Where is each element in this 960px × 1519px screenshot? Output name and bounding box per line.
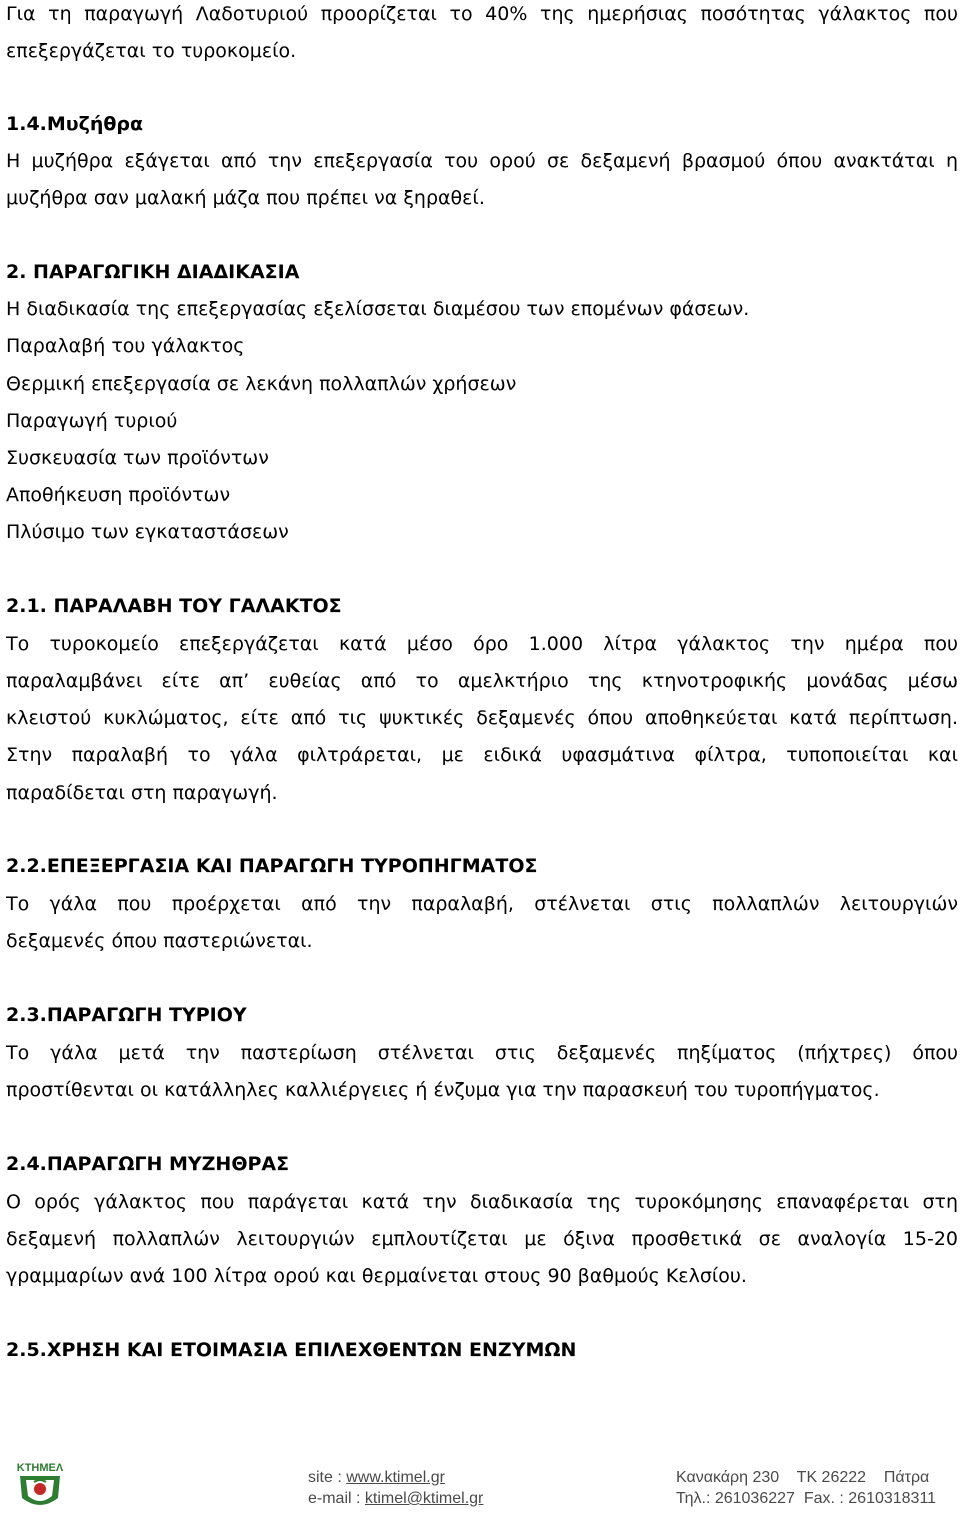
email-label: e-mail : [308,1490,365,1507]
footer-address: Κανακάρη 230 ΤΚ 26222 Πάτρα [676,1469,930,1486]
paragraph-line: μυζήθρα σαν μαλακή μάζα που πρέπει να ξηραθεί. [6,187,485,209]
section-heading: 2.2.ΕΠΕΞΕΡΓΑΣΙΑ ΚΑΙ ΠΑΡΑΓΩΓΗ ΤΥΡΟΠΗΓΜΑΤΟΣ [6,855,538,877]
phase-item: Παραγωγή τυριού [6,410,178,432]
section-heading: 2. ΠΑΡΑΓΩΓΙΚΗ ΔΙΑΔΙΚΑΣΙΑ [6,261,300,283]
section-heading: 2.5.ΧΡΗΣΗ ΚΑΙ ΕΤΟΙΜΑΣΙΑ ΕΠΙΛΕΧΘΕΝΤΩΝ ΕΝΖΥΜΩΝ [6,1339,577,1361]
phase-item: Θερμική επεξεργασία σε λεκάνη πολλαπλών χρήσεων [6,373,517,395]
paragraph-line: Το τυροκομείο επεξεργάζεται κατά μέσο όρο 1.000 λίτρα γάλακτος την ημέρα που [6,633,958,655]
ktimel-logo [12,1458,68,1514]
paragraph-line: δεξαμενές όπου παστεριώνεται. [6,930,313,952]
section-heading: 2.3.ΠΑΡΑΓΩΓΗ ΤΥΡΙΟΥ [6,1004,247,1026]
phase-item: Παραλαβή του γάλακτος [6,335,245,357]
footer-phones: Τηλ.: 261036227 Fax. : 2610318311 [676,1490,937,1507]
paragraph-line: παραδίδεται στη παραγωγή. [6,782,278,804]
paragraph-line: κλειστού κυκλώματος, είτε από τις ψυκτικές δεξαμενές όπου αποθηκεύεται κατά περίπτωση. [6,707,958,729]
paragraph-line: Η μυζήθρα εξάγεται από την επεξεργασία του ορού σε δεξαμενή βρασμού όπου ανακτάται η [6,150,958,172]
footer-email [308,1489,483,1509]
phase-item: Πλύσιμο των εγκαταστάσεων [6,521,289,543]
paragraph-line: Το γάλα μετά την παστερίωση στέλνεται στις δεξαμενές πηξίματος (πήχτρες) όπου [6,1042,958,1064]
logo-wordmark: ΚΤΗΜΕΛ [16,1462,64,1474]
paragraph-line: Στην παραλαβή το γάλα φιλτράρεται, με ειδικά υφασμάτινα φίλτρα, τυποποιείται και [6,744,958,766]
phase-item: Συσκευασία των προϊόντων [6,447,269,469]
site-link[interactable]: www.ktimel.gr [346,1469,445,1486]
paragraph-line: Για τη παραγωγή Λαδοτυριού προορίζεται το 40% της ημερήσιας ποσότητας γάλακτος που [6,3,958,25]
phase-item: Αποθήκευση προϊόντων [6,484,231,506]
site-label: site : [308,1469,347,1486]
paragraph-line: Το γάλα που προέρχεται από την παραλαβή, στέλνεται στις πολλαπλών λειτουργιών [6,893,958,915]
paragraph-line: παραλαμβάνει είτε απ’ ευθείας από το αμελκτήριο της κτηνοτροφικής μονάδας μέσω [6,670,958,692]
logo-emblem-icon [12,1458,68,1514]
section-heading: 1.4.Μυζήθρα [6,113,144,135]
paragraph-line: γραμμαρίων ανά 100 λίτρα ορού και θερμαίνεται στους 90 βαθμούς Κελσίου. [6,1265,747,1287]
section-heading: 2.4.ΠΑΡΑΓΩΓΗ ΜΥΖΗΘΡΑΣ [6,1153,290,1175]
email-link[interactable]: ktimel@ktimel.gr [364,1490,484,1507]
section-heading: 2.1. ΠΑΡΑΛΑΒΗ ΤΟΥ ΓΑΛΑΚΤΟΣ [6,595,342,617]
footer-site [308,1468,445,1488]
paragraph-line: επεξεργάζεται το τυροκομείο. [6,40,297,62]
paragraph-line: δεξαμενή πολλαπλών λειτουργιών εμπλουτίζεται με όξινα προσθετικά σε αναλογία 15-20 [6,1228,958,1250]
paragraph-line: Η διαδικασία της επεξεργασίας εξελίσσεται διαμέσου των επομένων φάσεων. [6,298,750,320]
paragraph-line: Ο ορός γάλακτος που παράγεται κατά την διαδικασία της τυροκόμησης επαναφέρεται στη [6,1191,958,1213]
paragraph-line: προστίθενται οι κατάλληλες καλλιέργειες ή ένζυμα για την παρασκευή του τυροπήγματος. [6,1079,880,1101]
